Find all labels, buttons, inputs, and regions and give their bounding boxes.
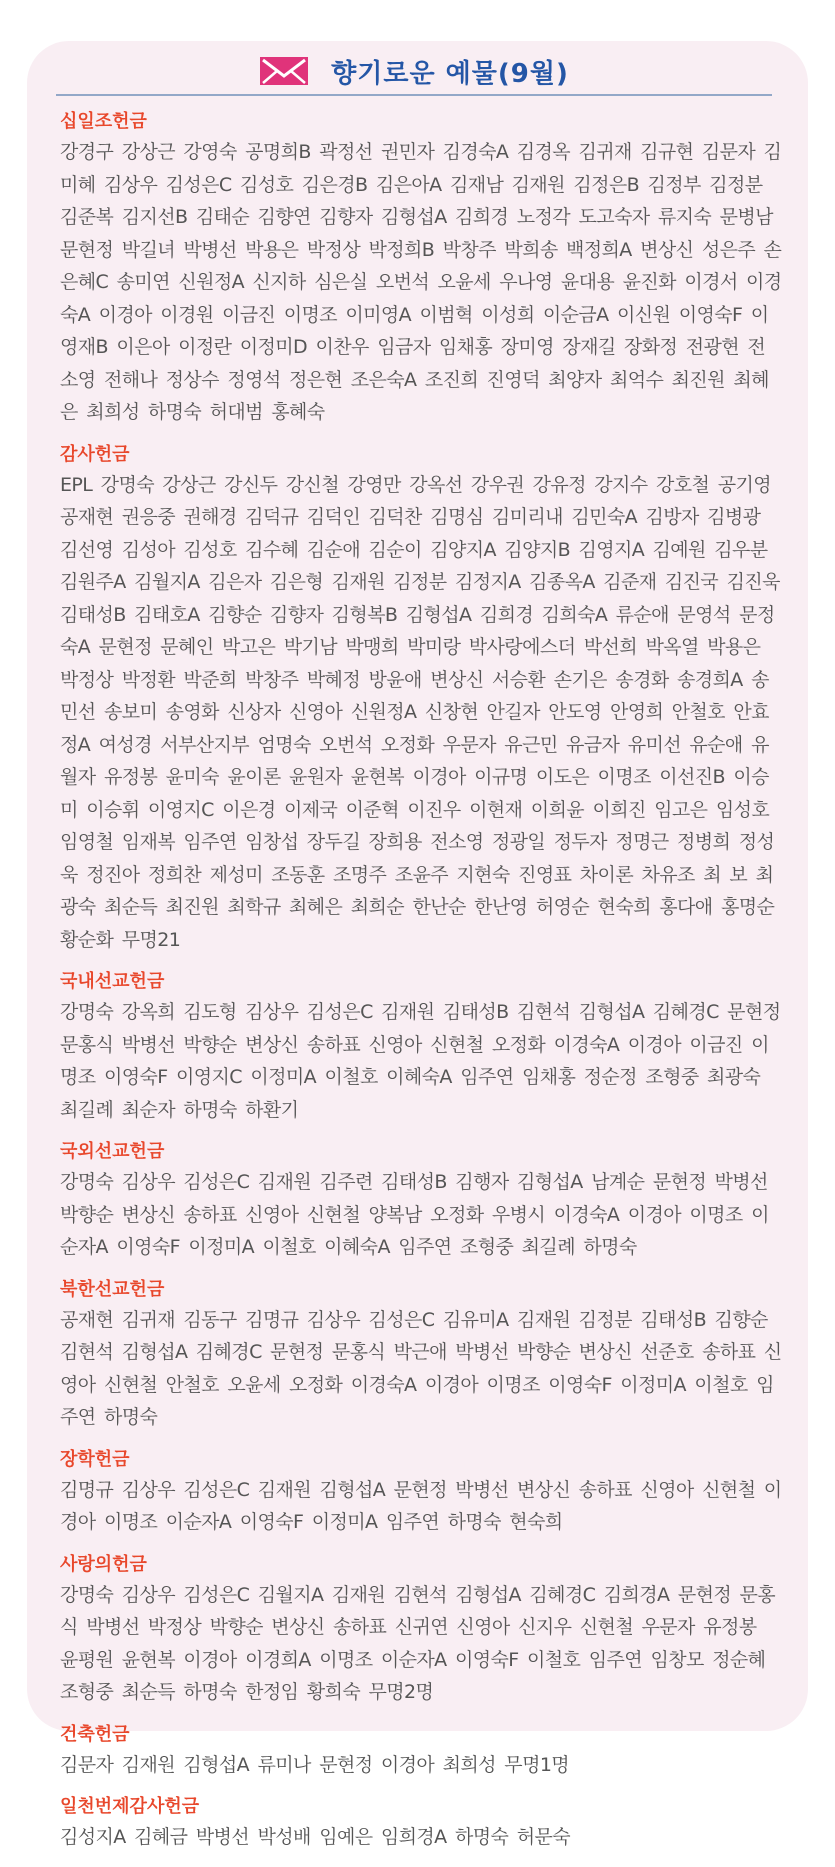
offering-section bbox=[60, 109, 782, 429]
donor-names: 공재현 김귀재 김동구 김명규 김상우 김성은C 김유미A 김재원 김정분 김태성B 김향순 김현석 김형섭A 김혜경C 문현정 문홍식 박근애 박병선 박향순 변상신 선준호 송하표 신영아 신현철 안철호 오윤세 오정화 이경숙A 이경아 이명조 이영숙F 이정미A 이철호 임 주연 하명숙 bbox=[60, 1308, 782, 1428]
section-title: 장학헌금 bbox=[60, 1448, 130, 1470]
donor-names: 강명숙 김상우 김성은C 김월지A 김재원 김현석 김형섭A 김혜경C 김희경A 문현정 문홍식 박병선 박정상 박향순 변상신 송하표 신귀연 신영아 신지우 신현철 우문자 유정봉 윤평원 윤현복 이경아 이경희A 이명조 이순자A 이영숙F 이철호 임주연 임창모 정순혜 조형중 최순득 하명숙 한정임 황희숙 무명2명 bbox=[60, 1583, 776, 1703]
offering-sections bbox=[60, 109, 782, 1867]
offering-section bbox=[60, 442, 782, 957]
donor-names: EPL 강명숙 강상근 강신두 강신철 강영만 강옥선 강우권 강유정 강지수 강호철 공기영 공재현 권응중 권해경 김덕규 김덕인 김덕찬 김명심 김미리내 김민숙A 김방자 김병광 김선영 김성아 김성호 김수혜 김순애 김순이 김양지A 김양지B 김영지A 김예원 김우분 김원주A 김월지A 김은자 김은형 김재원 김정분 김정지A 김종옥A 김준재 김진국 김진욱 김태성B 김태호A 김향순 김향자 김형복B 김형섭A 김희경 김희숙A 류순애 문영석 문정숙A 문현정 문혜인 박고은 박기남 박맹희 박미랑 박사랑에스더 박선희 박옥열 박용은 박정상 박정환 박준희 박창주 박혜정 방윤애 변상신 서승환 손기은 송경화 송경희A 송민선 송보미 송영화 신상자 신영아 신원정A 신창현 안길자 안도영 안영희 안철호 안효정A 여성경 서부산지부 엄명숙 오번석 오정화 우문자 유근민 유금자 유미선 유순애 유월자 유정봉 윤미숙 윤이론 윤원자 윤현복 이경아 이규명 이도은 이명조 이선진B 이승미 이승휘 이영지C 이은경 이제국 이준혁 이진우 이현재 이희윤 이희진 임고은 임성호 임영철 임재복 임주연 임창섭 장두길 장희용 전소영 정광일 정두자 정명근 정병희 정성욱 정진아 정희찬 제성미 조동훈 조명주 조윤주 지현숙 진영표 차이론 차유조 최 보 최광숙 최순득 최진원 최학규 최혜은 최희순 한난순 한난영 허영순 현숙희 홍다애 홍명순 황순화 무명21 bbox=[60, 473, 780, 951]
section-title: 국외선교헌금 bbox=[60, 1141, 165, 1162]
donor-names: 강명숙 김상우 김성은C 김재원 김주련 김태성B 김행자 김형섭A 남계순 문현정 박병선 박향순 변상신 송하표 신영아 신현철 양복남 오정화 우병시 이경숙A 이경아 이명조 이순자A 이영숙F 이정미A 이철호 이혜숙A 임주연 조형중 최길례 하명숙 bbox=[60, 1171, 769, 1258]
donor-names: 김성지A 김혜금 박병선 박성배 임예은 임희경A 하명숙 허문숙 bbox=[60, 1826, 570, 1848]
offering-section bbox=[60, 1794, 782, 1854]
donor-names: 김명규 김상우 김성은C 김재원 김형섭A 문현정 박병선 변상신 송하표 신영아 신현철 이경아 이명조 이순자A 이영숙F 이정미A 임주연 하명숙 현숙희 bbox=[60, 1478, 782, 1533]
donor-names: 강명숙 강옥희 김도형 김상우 김성은C 김재원 김태성B 김현석 김형섭A 김혜경C 문현정 문홍식 박병선 박향순 변상신 송하표 신영아 신현철 오정화 이경숙A 이경아 이금진 이명조 이영숙F 이영지C 이정미A 이철호 이혜숙A 임주연 임채홍 정순정 조형중 최광숙 최길례 최순자 하명숙 하환기 bbox=[60, 1001, 781, 1121]
offering-section bbox=[60, 1139, 782, 1264]
donor-names: 김문자 김재원 김형섭A 류미나 문현정 이경아 최희성 무명1명 bbox=[60, 1753, 570, 1776]
title-divider bbox=[56, 94, 772, 96]
section-title: 국내선교헌금 bbox=[60, 971, 165, 992]
section-title: 북한선교헌금 bbox=[60, 1278, 165, 1300]
section-title: 건축헌금 bbox=[60, 1723, 130, 1745]
envelope-icon bbox=[259, 56, 309, 86]
section-title: 일천번제감사헌금 bbox=[60, 1796, 200, 1817]
page-header bbox=[56, 52, 772, 90]
offering-section bbox=[60, 1277, 782, 1434]
offering-section bbox=[60, 969, 782, 1126]
page-title: 향기로운 예물(9월) bbox=[331, 58, 569, 89]
section-title: 십일조헌금 bbox=[60, 111, 147, 132]
offering-section bbox=[60, 1722, 782, 1782]
offering-section bbox=[60, 1552, 782, 1709]
donor-names: 강경구 강상근 강영숙 공명희B 곽정선 권민자 김경숙A 김경옥 김귀재 김규현 김문자 김미혜 김상우 김성은C 김성호 김은경B 김은아A 김재남 김재원 김정은B 김정부 김정분 김준복 김지선B 김태순 김향연 김향자 김형섭A 김희경 노정각 도고숙자 류지숙 문병남 문현정 박길녀 박병선 박용은 박정상 박정희B 박창주 박희송 백정희A 변상신 성은주 손은혜C 송미연 신원정A 신지하 심은실 오번석 오윤세 우나영 윤대용 윤진화 이경서 이경숙A 이경아 이경원 이금진 이명조 이미영A 이범혁 이성희 이순금A 이신원 이영숙F 이영재B 이은아 이정란 이정미D 이찬우 임금자 임채홍 장미영 장재길 장화정 전광현 전소영 전해나 정상수 정영석 정은현 조은숙A 조진희 진영덕 최양자 최억수 최진원 최혜은 최희성 하명숙 허대범 홍혜숙 bbox=[60, 141, 782, 423]
offering-section bbox=[60, 1447, 782, 1539]
section-title: 감사헌금 bbox=[60, 443, 130, 465]
section-title: 사랑의헌금 bbox=[60, 1553, 147, 1575]
